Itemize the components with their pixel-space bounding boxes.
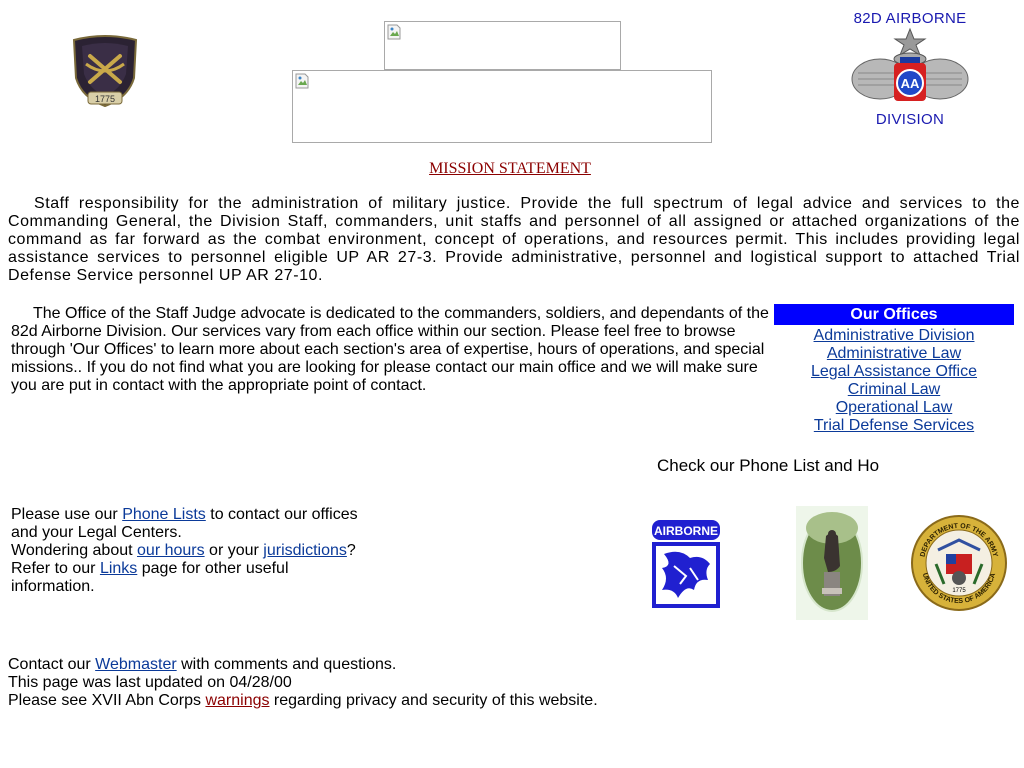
airborne-tab-text: AIRBORNE [653,524,719,538]
army-seal[interactable] [910,514,1008,612]
mission-text [8,195,1020,285]
text-fragment: Wondering about [11,542,138,559]
text-fragment: with comments and questions. [176,656,397,673]
list-item [774,381,1014,399]
warnings-link[interactable]: warnings [205,692,270,709]
office-link-criminal-law[interactable]: Criminal Law [847,381,941,398]
list-item [774,327,1014,345]
intro-paragraph [11,305,771,395]
text-fragment: Refer to our [11,560,100,577]
seal-top-text: DEPARTMENT OF THE ARMY [919,522,999,558]
scrolling-marquee: Check our Phone List and Ho [657,456,880,475]
text-fragment: ? [346,542,356,559]
jump-wings-icon [850,27,970,115]
mission-heading [0,160,1020,178]
our-hours-link[interactable]: our hours [137,542,205,559]
text-fragment: Please use our [11,506,123,523]
intro-text: The Office of the Staff Judge advocate is dedicated to the commanders, soldiers, and dependants of the 82d Airborne Division. Our services vary from each office within our section. Please feel free to browse through 'Our Offices' to learn more about each section's area of expertise, hours of operations, and special missions.. If you do not find what you are looking for please contact our main office and we will make sure you are put in contact with the appropriate point of contact. [11,305,769,394]
office-link-operational-law[interactable]: Operational Law [835,399,953,416]
offices-panel [774,304,1014,435]
text-fragment: page for other useful information. [11,560,289,595]
office-link-legal-assistance[interactable]: Legal Assistance Office [810,363,978,380]
helpful-links-paragraph [11,506,371,596]
list-item [774,417,1014,435]
division-logo-bottom-text: DIVISION [875,111,945,128]
text-fragment: regarding privacy and security of this website. [269,692,598,709]
header-banner-image [384,21,621,70]
broken-image-icon [387,24,401,40]
footer [8,656,708,710]
airborne-corps-patch[interactable] [650,518,722,610]
seal-year-text: 1775 [952,588,966,594]
mission-text-body: Staff responsibility for the administration of military justice. Provide the full spectrum of legal advice and services to the Commanding General, the Division Staff, commanders, unit staffs and personnel of all assigned or attached organizations of the command as far forward as the combat environment, concept of operations, and resources permit. This includes providing legal assistance services to personnel eligible UP AR 27-3. Provide administrative, personnel and logistical support to attached Trial Defense Service personnel UP AR 27-10. [8,195,1020,284]
svg-text:1775: 1775 [94,94,116,104]
office-link-administrative-division[interactable]: Administrative Division [813,327,975,344]
jag-crest-logo [68,34,142,110]
statue-image[interactable] [796,506,868,620]
footer-contact-line [8,656,708,674]
webmaster-link[interactable]: Webmaster [95,656,177,673]
list-item [774,399,1014,417]
offices-list [774,327,1014,435]
office-link-trial-defense[interactable]: Trial Defense Services [813,417,975,434]
office-link-administrative-law[interactable]: Administrative Law [826,345,962,362]
jurisdictions-link[interactable]: jurisdictions [263,542,347,559]
list-item [774,345,1014,363]
last-updated-text: This page was last updated on 04/28/00 [8,674,292,691]
header-title-image [292,70,712,143]
broken-image-icon [295,73,309,89]
text-fragment: to contact our offices and your Legal Centers. [11,506,358,541]
division-logo [840,10,980,128]
svg-text:AA: AA [900,76,920,91]
division-logo-top-text: 82D AIRBORNE [853,10,967,27]
offices-title: Our Offices [774,304,1014,325]
links-page-link[interactable]: Links [99,560,138,577]
footer-warnings-line [8,692,708,710]
text-fragment: Please see XVII Abn Corps [8,692,206,709]
phone-lists-link[interactable]: Phone Lists [122,506,206,523]
seal-bottom-text: UNITED STATES OF AMERICA [920,572,998,606]
text-fragment: or your [204,542,264,559]
mission-statement-link[interactable]: MISSION STATEMENT [429,160,591,177]
list-item [774,363,1014,381]
text-fragment: Contact our [8,656,96,673]
